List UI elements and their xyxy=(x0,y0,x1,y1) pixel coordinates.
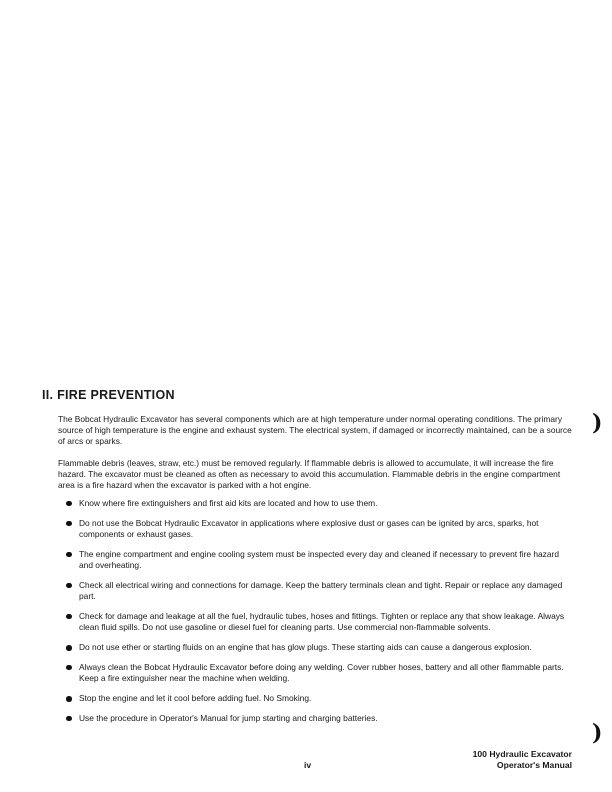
bullet-item xyxy=(66,580,574,602)
bullet-icon xyxy=(66,665,72,671)
bullet-icon xyxy=(66,696,72,702)
bullet-icon xyxy=(66,583,72,589)
footer-manual-title xyxy=(473,749,572,771)
bullet-icon xyxy=(66,501,72,507)
bullet-text: Always clean the Bobcat Hydraulic Excavator before doing any welding. Cover rubber hoses, battery and all other flammable parts. Keep a fire extinguisher near the machine when welding. xyxy=(79,662,564,684)
bullet-icon xyxy=(66,552,72,558)
bullet-icon xyxy=(66,614,72,620)
bullet-item xyxy=(66,611,574,633)
bullet-text: Do not use ether or starting fluids on an engine that has glow plugs. These starting aids can cause a dangerous explosion. xyxy=(79,642,532,653)
bullet-text: Use the procedure in Operator's Manual for jump starting and charging batteries. xyxy=(79,713,378,724)
bullet-text: Do not use the Bobcat Hydraulic Excavator in applications where explosive dust or gases can be ignited by arcs, sparks, hot components or exhaust gases. xyxy=(79,517,539,540)
page-number: iv xyxy=(304,760,312,770)
bullet-text: The engine compartment and engine cooling system must be inspected every day and cleaned if necessary to prevent fire hazard and overheating. xyxy=(79,548,559,571)
bullet-text: Check all electrical wiring and connections for damage. Keep the battery terminals clean and tight. Repair or replace any damaged part. xyxy=(79,580,563,602)
footer-title-line1: 100 Hydraulic Excavator xyxy=(472,749,572,759)
bullet-item xyxy=(66,662,574,684)
bullet-text: Check for damage and leakage at all the fuel, hydraulic tubes, hoses and fittings. Tighten or replace any that show leakage. Always clean fluid spills. Do not use gasoline or diesel fuel for cleaning parts. Use commercial non-flammable solvents. xyxy=(79,611,565,633)
bullet-item xyxy=(66,642,574,653)
intro-paragraph: The Bobcat Hydraulic Excavator has several components which are at high temperature under normal operating conditions. The primary source of high temperature is the engine and exhaust system. The electrical system, if damaged or incorrectly maintained, can be a source of arcs or sparks. xyxy=(58,414,572,447)
bullet-item xyxy=(66,549,574,571)
bullet-icon xyxy=(66,716,72,722)
bullet-item xyxy=(66,713,574,724)
bullet-item xyxy=(66,498,574,509)
bullet-item xyxy=(66,693,574,704)
binding-mark-upper: ) xyxy=(592,410,603,436)
debris-paragraph: Flammable debris (leaves, straw, etc.) must be removed regularly. If flammable debris is allowed to accumulate, it will increase the fire hazard. The excavator must be cleaned as often as necessary to avoid this accumulation. Flammable debris in the engine compartment area is a fire hazard when the excavator is parked with a hot engine. xyxy=(58,458,561,491)
bullet-icon xyxy=(66,521,72,527)
binding-mark-lower: ) xyxy=(592,720,603,746)
bullet-text: Know where fire extinguishers and first aid kits are located and how to use them. xyxy=(79,498,378,508)
bullet-item xyxy=(66,518,574,540)
safety-bullet-list xyxy=(66,498,574,733)
section-heading: II. FIRE PREVENTION xyxy=(42,388,175,402)
footer-title-line2: Operator's Manual xyxy=(496,760,572,770)
bullet-icon xyxy=(66,645,72,651)
bullet-text: Stop the engine and let it cool before adding fuel. No Smoking. xyxy=(79,693,312,704)
